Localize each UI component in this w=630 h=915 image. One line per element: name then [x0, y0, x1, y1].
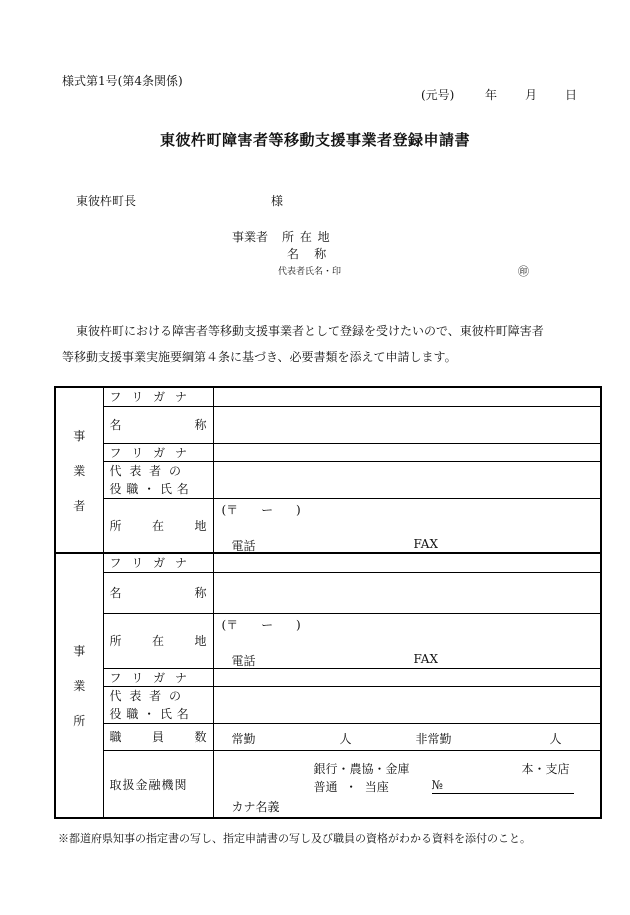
office-name-label: 名 称 — [103, 572, 213, 613]
addressee-honorific: 様 — [271, 194, 284, 208]
staff-count-field[interactable] — [213, 723, 601, 750]
account-number-label: № — [431, 777, 443, 792]
group1-char: 業 — [73, 463, 86, 478]
document-title: 東彼杵町障害者等移動支援事業者登録申請書 — [159, 131, 470, 149]
group2-char: 事 — [73, 644, 86, 658]
business-operator-group — [55, 387, 103, 553]
operator-rep-label: 代 表 者 の 役 職 ・ 氏 名 — [103, 461, 213, 498]
operator-address-field[interactable]: (〒 ー ) 電話 FAX — [213, 498, 601, 553]
body-text-line1: 東彼杵町における障害者等移動支援事業者として登録を受けたいので、東彼杵町障害者 — [76, 324, 544, 338]
group2-char: 所 — [73, 714, 86, 728]
date-era: (元号) — [421, 88, 455, 102]
applicant-prefix: 事業者 — [232, 230, 269, 244]
office-rep-field[interactable] — [213, 686, 601, 723]
parttime-unit: 人 — [549, 731, 562, 746]
fulltime-label: 常勤 — [231, 731, 256, 746]
body-text-line2: 等移動支援事業実施要綱第４条に基づき、必要書類を添えて申請します。 — [62, 350, 457, 364]
bank-label: 取扱金融機関 — [103, 750, 213, 818]
footnote: ※都道府県知事の指定書の写し、指定申請書の写し及び職員の資格がわかる資料を添付のこと。 — [58, 832, 531, 845]
office-address-field[interactable]: (〒 ー ) 電話 FAX — [213, 613, 601, 668]
kana-name-label: カナ名義 — [231, 799, 280, 814]
operator-name-label: 名 称 — [103, 406, 213, 443]
operator-address-label: 所 在 地 — [103, 498, 213, 553]
operator-furigana-label: フ リ ガ ナ — [103, 387, 213, 406]
group2-char: 業 — [73, 679, 86, 693]
office-furigana-label: フ リ ガ ナ — [103, 553, 213, 572]
operator-furigana-field[interactable] — [213, 387, 601, 406]
office-rep-furigana-label: フ リ ガ ナ — [103, 668, 213, 686]
branch-label: 本・支店 — [521, 761, 570, 776]
date-year: 年 — [485, 88, 498, 102]
date-day: 日 — [565, 88, 578, 102]
business-office-group — [55, 553, 103, 818]
fulltime-unit: 人 — [339, 731, 352, 746]
group1-char: 事 — [73, 428, 86, 443]
office-rep-furigana-field[interactable] — [213, 668, 601, 686]
account-number-line — [432, 793, 574, 794]
office-address-label: 所 在 地 — [103, 613, 213, 668]
office-name-field[interactable] — [213, 572, 601, 613]
staff-count-label: 職 員 数 — [103, 723, 213, 750]
parttime-label: 非常勤 — [415, 731, 452, 746]
applicant-rep-label: 代表者氏名・印 — [278, 267, 342, 277]
account-type: 普通 ・ 当座 — [313, 779, 389, 794]
office-furigana-field[interactable] — [213, 553, 601, 572]
bank-field[interactable] — [213, 750, 601, 818]
operator-rep-furigana-label: フ リ ガ ナ — [103, 443, 213, 461]
date-month: 月 — [525, 88, 538, 102]
registration-table — [54, 386, 602, 819]
operator-name-field[interactable] — [213, 406, 601, 443]
addressee-name: 東彼杵町長 — [76, 194, 137, 208]
operator-rep-furigana-field[interactable] — [213, 443, 601, 461]
form-number: 様式第1号(第4条関係) — [62, 74, 183, 88]
seal-mark: ㊞ — [518, 265, 529, 278]
applicant-name-label: 名 称 — [287, 247, 327, 261]
operator-rep-field[interactable] — [213, 461, 601, 498]
applicant-address-label: 所 在 地 — [282, 230, 330, 244]
group1-char: 者 — [73, 498, 86, 513]
office-rep-label: 代 表 者 の 役 職 ・ 氏 名 — [103, 686, 213, 723]
bank-types: 銀行・農協・金庫 — [313, 761, 410, 776]
